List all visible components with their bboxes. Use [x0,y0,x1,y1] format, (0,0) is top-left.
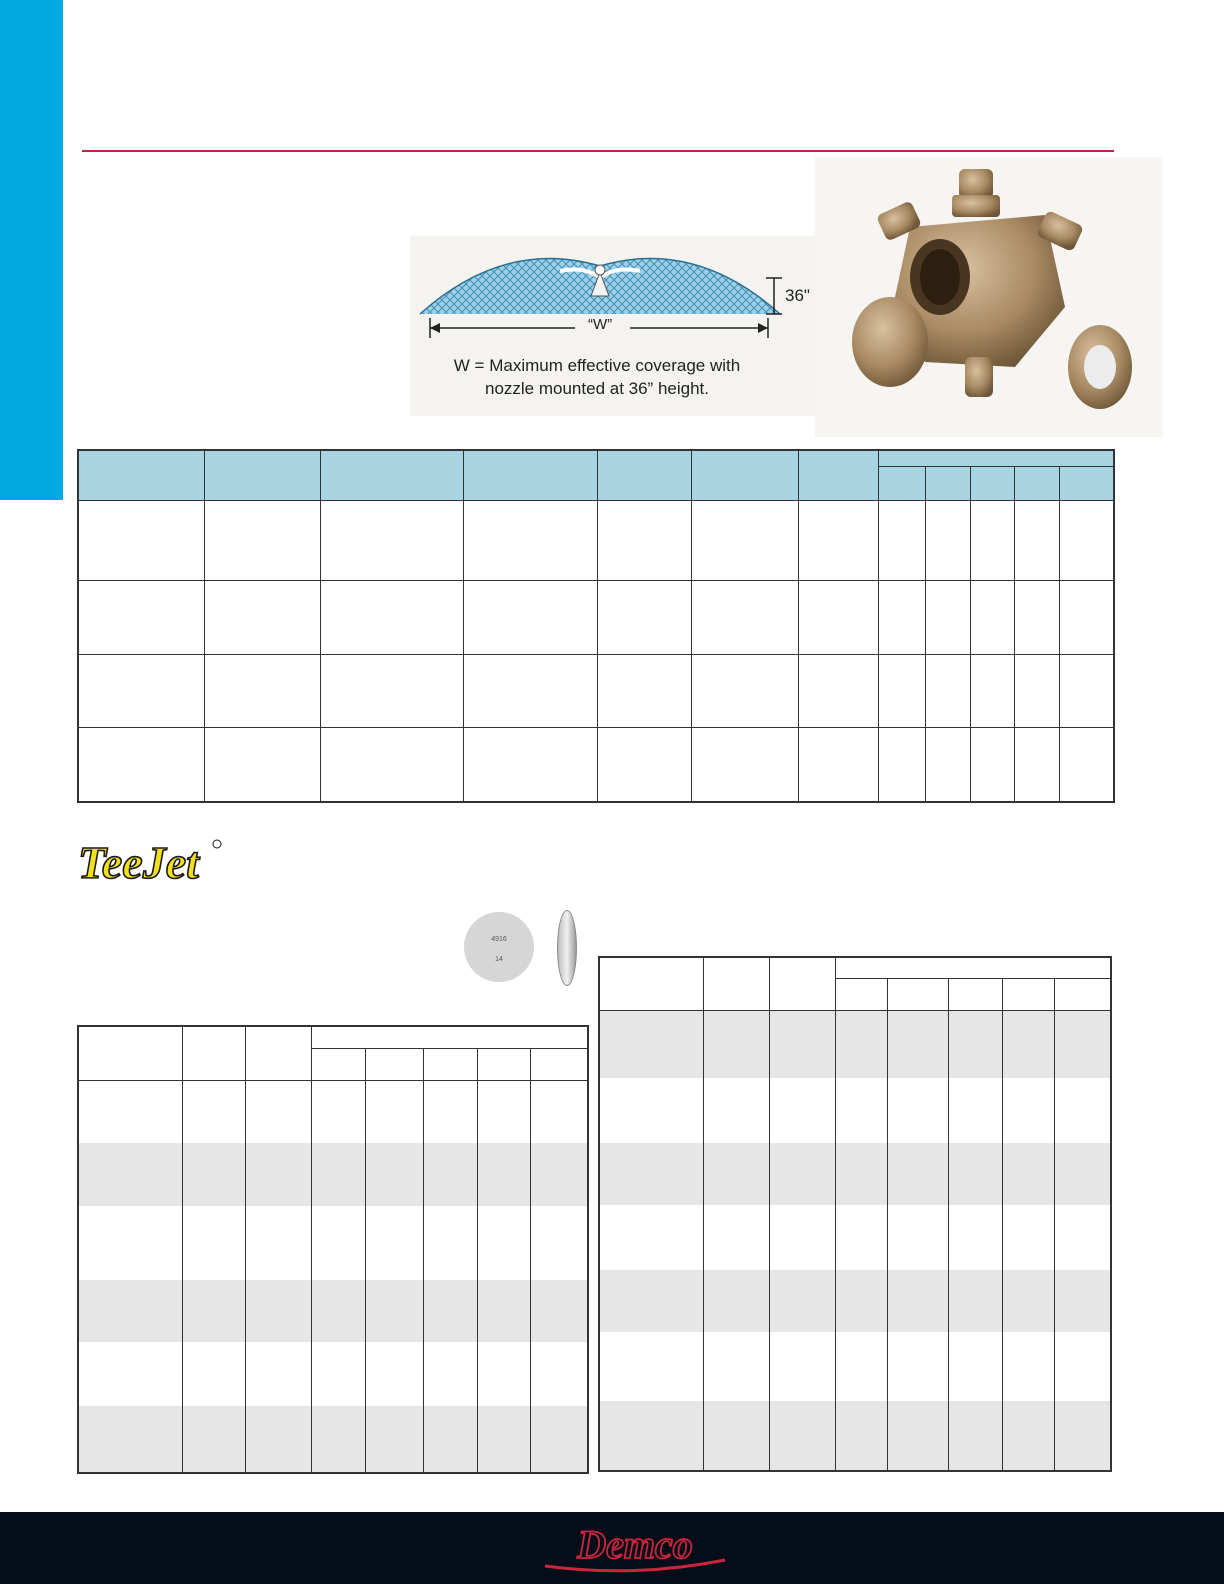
table-cell [879,728,926,802]
table-cell [365,1280,424,1342]
table-cell [599,1205,704,1270]
table-cell [1054,1270,1111,1332]
table-cell [78,1206,182,1280]
table-cell [704,1010,770,1078]
table-cell [769,1332,835,1400]
table-cell [887,1332,948,1400]
table-cell [704,1205,770,1270]
table-row [78,1342,588,1405]
coverage-diagram [410,236,820,416]
table-cell [365,1342,424,1405]
table-row [78,1406,588,1473]
disc-spec-table-right [598,956,1112,1472]
table-cell [182,1342,246,1405]
table-row [599,1143,1111,1205]
table-cell [948,1332,1002,1400]
table-cell [948,1270,1002,1332]
table-cell [78,1080,182,1143]
table-cell [78,1406,182,1473]
table-cell [1054,1205,1111,1270]
section-tab [0,0,63,500]
header-subcell [1002,978,1054,1010]
header-cell [598,450,692,501]
table-cell [1054,1010,1111,1078]
table-cell [598,654,692,727]
table-cell [1002,1332,1054,1400]
header-cell [78,450,205,501]
table-cell [598,581,692,654]
table-cell [879,581,926,654]
table-cell [1002,1205,1054,1270]
table-cell [970,728,1015,802]
table-cell [246,1280,312,1342]
table-cell [78,654,205,727]
table-row [78,1280,588,1342]
table-cell [599,1401,704,1471]
nozzle-spec-table [77,449,1115,803]
diagram-caption [422,354,772,400]
table-cell [692,581,799,654]
table-cell [948,1143,1002,1205]
table-cell [879,501,926,581]
table-cell [769,1205,835,1270]
disc-number: 4916 [491,936,507,943]
table-row [599,1078,1111,1142]
header-cell [704,957,770,1010]
table-row [78,581,1114,654]
teejet-logo [76,836,228,906]
table-cell [478,1143,531,1205]
table-cell [599,1332,704,1400]
table-cell [598,501,692,581]
table-row [78,1080,588,1143]
table-cell [182,1080,246,1143]
header-subcell [311,1048,365,1080]
table-cell [320,581,463,654]
table-cell [246,1342,312,1405]
table-cell [599,1270,704,1332]
table-cell [799,654,879,727]
table-cell [464,728,598,802]
table-cell [799,728,879,802]
disc-size: 14 [495,956,503,963]
table-cell [948,1205,1002,1270]
table-cell [970,654,1015,727]
header-group-cell [879,450,1114,467]
table-cell [1002,1010,1054,1078]
header-subcell [970,467,1015,501]
table-cell [320,501,463,581]
table-cell [1054,1401,1111,1471]
table-cell [464,581,598,654]
header-cell [246,1026,312,1080]
header-group-cell [835,957,1111,978]
table-cell [1060,654,1114,727]
caption-line-1: W = Maximum effective coverage with [453,356,741,375]
header-cell [692,450,799,501]
table-cell [887,1143,948,1205]
table-cell [599,1010,704,1078]
table-cell [769,1078,835,1142]
table-row [78,501,1114,581]
table-cell [948,1078,1002,1142]
table-cell [365,1080,424,1143]
disc-spec-table-left [77,1025,589,1474]
table-cell [1015,581,1060,654]
table-cell [78,1342,182,1405]
table-cell [182,1280,246,1342]
table-cell [599,1078,704,1142]
table-cell [704,1332,770,1400]
table-cell [1015,728,1060,802]
header-subcell [365,1048,424,1080]
table-cell [1060,728,1114,802]
teejet-logo-text: TeeJet [78,837,199,888]
orifice-disc-face [464,912,534,982]
table-cell [769,1401,835,1471]
header-cell [320,450,463,501]
header-subcell [879,467,926,501]
table-cell [925,581,970,654]
table-row [599,1270,1111,1332]
table-cell [246,1206,312,1280]
table-cell [205,728,320,802]
table-cell [478,1406,531,1473]
table-cell [1002,1078,1054,1142]
table-cell [769,1010,835,1078]
table-cell [1054,1332,1111,1400]
table-cell [598,728,692,802]
orifice-disc-edge [557,910,577,986]
header-cell [599,957,704,1010]
table-cell [424,1406,478,1473]
table-cell [1002,1401,1054,1471]
header-rule [82,150,1114,152]
table-cell [78,728,205,802]
table-cell [948,1010,1002,1078]
header-subcell [478,1048,531,1080]
table-cell [320,728,463,802]
table-cell [311,1143,365,1205]
table-cell [311,1080,365,1143]
header-cell [182,1026,246,1080]
table-cell [925,728,970,802]
table-row [599,1205,1111,1270]
table-cell [78,581,205,654]
table-cell [246,1406,312,1473]
header-subcell [835,978,887,1010]
table-cell [205,654,320,727]
table-cell [1015,501,1060,581]
table-cell [835,1401,887,1471]
table-cell [365,1143,424,1205]
table-cell [925,654,970,727]
table-cell [887,1401,948,1471]
table-cell [78,1143,182,1205]
table-cell [424,1143,478,1205]
header-group-cell [311,1026,588,1048]
table-cell [835,1332,887,1400]
table-cell [692,728,799,802]
demco-logo-text: Demco [577,1522,693,1567]
spray-pattern-illustration [410,236,820,346]
table-cell [704,1143,770,1205]
table-cell [78,501,205,581]
brass-nozzle-image [815,157,1163,437]
table-cell [799,581,879,654]
table-cell [182,1406,246,1473]
table-cell [246,1143,312,1205]
table-cell [464,501,598,581]
table-cell [531,1206,588,1280]
table-cell [424,1206,478,1280]
table-cell [1060,581,1114,654]
table-cell [311,1342,365,1405]
table-cell [692,654,799,727]
page-footer [0,1512,1224,1584]
table-cell [1054,1143,1111,1205]
table-cell [1002,1270,1054,1332]
header-subcell [1060,467,1114,501]
table-cell [182,1143,246,1205]
header-subcell [531,1048,588,1080]
table-cell [531,1280,588,1342]
table-cell [769,1143,835,1205]
header-cell [464,450,598,501]
header-cell [205,450,320,501]
table-cell [78,1280,182,1342]
table-cell [1002,1143,1054,1205]
table-cell [1060,501,1114,581]
table-cell [887,1205,948,1270]
table-cell [835,1270,887,1332]
table-cell [424,1280,478,1342]
table-cell [1054,1078,1111,1142]
header-subcell [424,1048,478,1080]
table-cell [246,1080,312,1143]
table-cell [879,654,926,727]
header-cell [769,957,835,1010]
demco-logo [535,1516,735,1580]
table-cell [478,1342,531,1405]
table-cell [835,1078,887,1142]
table-cell [424,1080,478,1143]
table-cell [925,501,970,581]
nozzle-body-photo [815,157,1163,437]
table-cell [311,1280,365,1342]
table-cell [704,1401,770,1471]
table-cell [182,1206,246,1280]
header-cell [78,1026,182,1080]
table-row [599,1401,1111,1471]
table-row [78,1143,588,1205]
table-cell [970,501,1015,581]
table-cell [531,1143,588,1205]
table-cell [799,501,879,581]
table-cell [835,1010,887,1078]
table-row [78,1206,588,1280]
header-subcell [1054,978,1111,1010]
header-subcell [948,978,1002,1010]
header-subcell [887,978,948,1010]
height-label: 36" [785,286,810,305]
table-cell [205,581,320,654]
table-cell [478,1206,531,1280]
table-cell [835,1205,887,1270]
table-cell [887,1010,948,1078]
table-cell [887,1270,948,1332]
table-cell [970,581,1015,654]
table-cell [311,1206,365,1280]
table-cell [692,501,799,581]
header-subcell [1015,467,1060,501]
header-subcell [925,467,970,501]
table-cell [478,1280,531,1342]
table-cell [948,1401,1002,1471]
table-cell [424,1342,478,1405]
table-cell [205,501,320,581]
table-cell [704,1078,770,1142]
table-cell [887,1078,948,1142]
header-cell [799,450,879,501]
table-cell [1015,654,1060,727]
table-cell [464,654,598,727]
table-row [78,654,1114,727]
table-cell [531,1080,588,1143]
table-cell [365,1406,424,1473]
table-cell [320,654,463,727]
table-cell [835,1143,887,1205]
table-cell [311,1406,365,1473]
table-row [599,1332,1111,1400]
table-cell [704,1270,770,1332]
orifice-disc-images [464,910,594,990]
table-cell [478,1080,531,1143]
table-row [599,1010,1111,1078]
table-cell [769,1270,835,1332]
table-row [78,728,1114,802]
width-label: “W” [588,316,613,333]
table-cell [531,1406,588,1473]
caption-line-2: nozzle mounted at 36” height. [485,379,709,398]
table-cell [365,1206,424,1280]
table-cell [599,1143,704,1205]
table-cell [531,1342,588,1405]
